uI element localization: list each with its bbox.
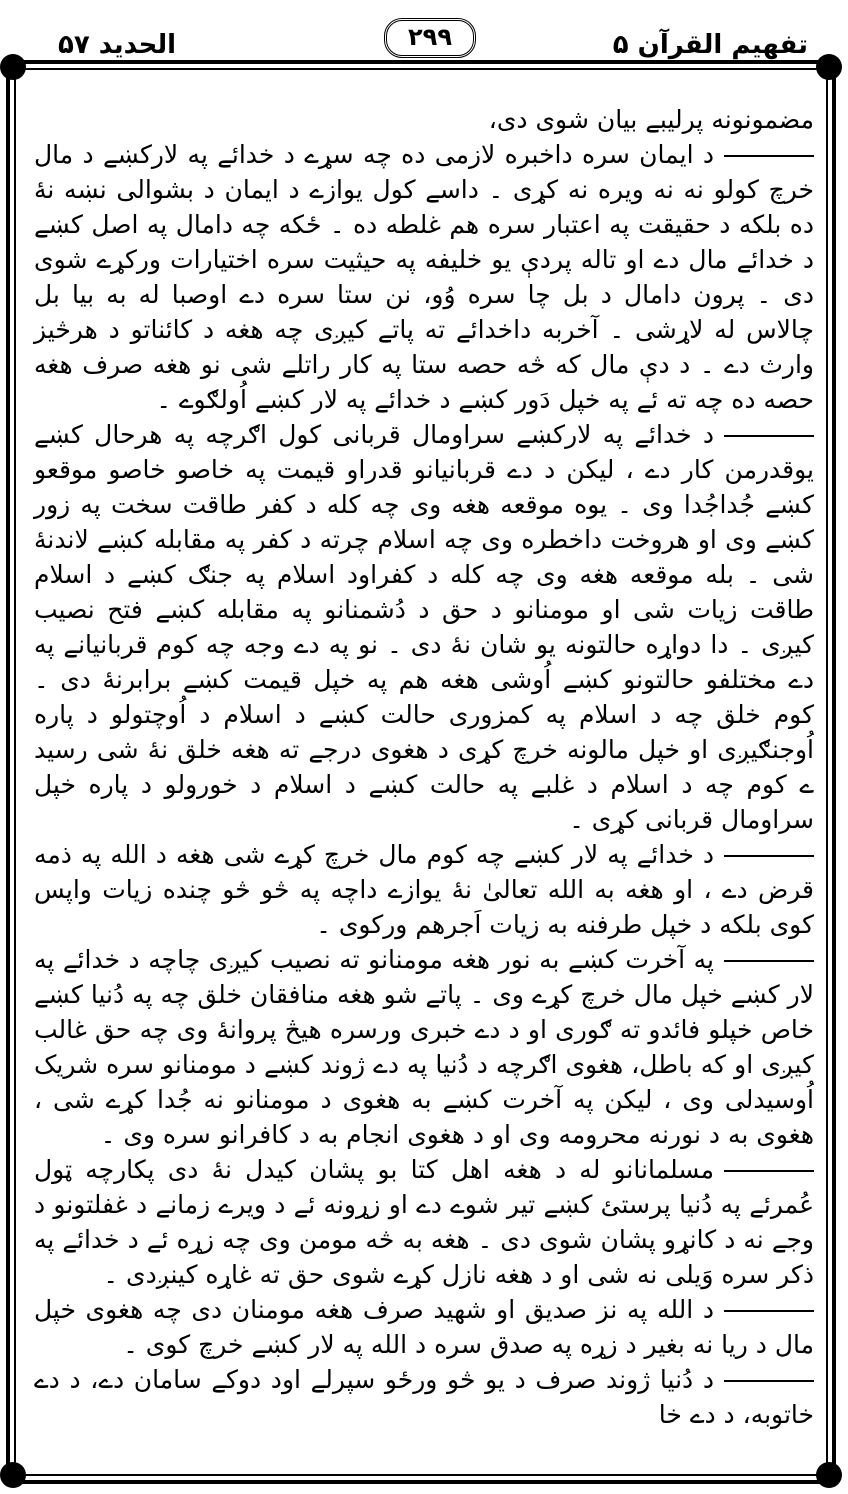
- paragraph: د خدائے په لارکښے سراومال قربانی کول اګرچه په هرحال کښے یوقدرمن کار دے ، لیکن د دے قربانیانو قدراو قیمت په خاصو خاصو موقعو کښے جُداجُدا وی ۔ یوه موقعه هغه وی چه کله د کفر طاقت سخت په زور کښے وی او هروخت داخطره وی چه اسلام چرته د کفر په مقابله کښے لاندنهٔ شی ۔ بله موقعه هغه وی چه کله د کفراود اسلام په جنګ کښے د اسلام طاقت زیات شی او مومنانو د حق د دُشمنانو په مقابله کښے فتح نصیب کیږی ۔ دا دواړه حالتونه یو شان نهٔ دی ۔ نو په دے وجه چه کوم قربانیانے په دے مختلفو حالتونو کښے اُوشی هغه هم په خپل قیمت کښے برابرنهٔ دی ۔ کوم خلق چه د اسلام په کمزوری حالت کښے د اسلام د اُوچتولو د پاره اُوجنګیږی او خپل مالونه خرچ کړی د هغوی درجے ته هغه خلق نهٔ شی رسید ے کوم چه د اسلام د غلبے په حالت کښے د اسلام د خورولو د پاره خپل سراومال قربانی کړی ۔: [34, 420, 814, 834]
- dash-marker: [724, 855, 814, 857]
- dash-marker: [724, 1380, 814, 1382]
- paragraph: مسلمانانو له د هغه اهل کتا بو پشان کیدل نهٔ دی پکارچه ټول عُمرئے په دُنیا پرستئ کښے تیر شوے دے او زړونه ئے د ویرے زمانے د غفلتونو د وجے نه د کانړو پشان شوی دی ۔ هغه به څه مومن وی چه زړه ئے د خدائے په ذکر سره وَیلی نه شی او د هغه نازل کړے شوی حق ته غاړه کینږدی ۔: [34, 1155, 814, 1289]
- corner-ornament-icon: [0, 1462, 26, 1488]
- dash-marker: [724, 155, 814, 157]
- paragraph: د ایمان سره داخبره لازمی ده چه سړے د خدائے په لارکښے د مال خرچ کولو نه نه ویره نه کړی ۔ داسے کول یوازے د ایمان د بشوالی نښه نهٔ ده بلکه د حقیقت په اعتبار سره هم غلطه ده ۔ ځکه چه دامال په اصل کښے د خدائے مال دے او تاله پردې یو خلیفه په حیثیت سره اختیارات ورکړے شوی دی ۔ پرون دامال د بل چا سره وُو، نن ستا سره دے اوصبا له به بیا بل چالاس له لاړشی ۔ آخربه داخدائے ته پاتے کیږی چه هغه د کائناتو د هرڅیز وارث دے ۔ د دې مال که څه حصه ستا په کار راتلے شی نو هغه صرف هغه حصه ده چه ته ئے په خپل دَور کښے د خدائے په لار کښے اُولګوے ۔: [34, 140, 814, 414]
- dash-marker: [724, 1170, 814, 1172]
- surah-reference: الحدید ۵۷: [58, 30, 177, 60]
- paragraph: د دُنیا ژوند صرف د یو څو ورځو سپرلے اود دوکے سامان دے، د دے خاتوبه، د دے خا: [34, 1365, 814, 1429]
- corner-ornament-icon: [816, 54, 842, 80]
- paragraph: د خدائے په لار کښے چه کوم مال خرچ کړے شی هغه د الله په ذمه قرض دے ، او هغه به الله تعالیٰ نهٔ یوازے داچه په څو څو چنده زیات واپس کوی بلکه د خپل طرفنه به زیات اَجرهم ورکوی ۔: [34, 840, 814, 939]
- text-body: [34, 102, 814, 1472]
- dash-marker: [724, 435, 814, 437]
- corner-ornament-icon: [816, 1462, 842, 1488]
- paragraph: د الله په نز صدیق او شهید صرف هغه مومنان دی چه هغوی خپل مال د ریا نه بغیر د زړه په صدق سره د الله په لار کښے خرچ کوی ۔: [34, 1295, 814, 1359]
- dash-marker: [724, 1310, 814, 1312]
- page-number: ۲۹۹: [384, 18, 476, 58]
- book-title: تفهیم القرآن ۵: [612, 30, 808, 60]
- dash-marker: [724, 960, 814, 962]
- paragraph: په آخرت کښے به نور هغه مومنانو ته نصیب کیږی چاچه د خدائے په لار کښے خپل مال خرچ کړے وی ۔ پاتے شو هغه منافقان خلق چه په دُنیا کښے خاص خپلو فائدو ته ګوری او د دے خبری ورسره هیڅ پروانهٔ وی چه حق غالب کیږی او که باطل، هغوی اګرچه د دُنیا په دے ژوند کښے د مومنانو سره شریک اُوسیدلی وی ، لیکن په آخرت کښے به هغوی د مومنانو نه جُدا کړے شی ، هغوی به د نورنه محرومه وی او د هغوی انجام به د کافرانو سره وی ۔: [34, 945, 814, 1149]
- paragraph: مضمونونه پرلیبے بیان شوی دی،: [488, 105, 814, 134]
- corner-ornament-icon: [0, 54, 26, 80]
